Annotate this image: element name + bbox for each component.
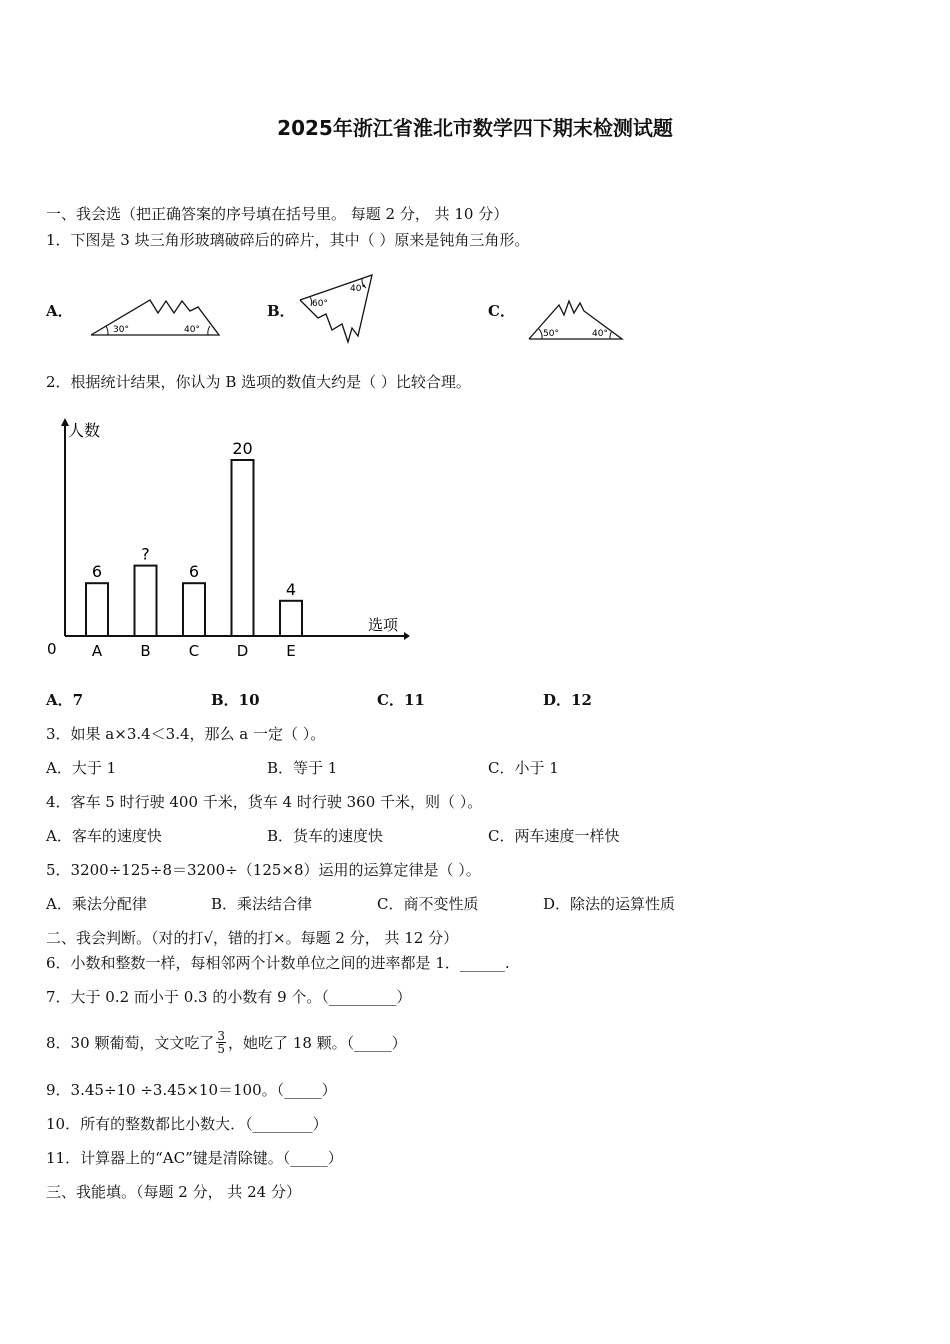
q5-option-c: C．商不变性质	[377, 895, 479, 913]
x-axis-arrow	[404, 632, 410, 640]
q4-option-a: A．客车的速度快	[46, 827, 162, 845]
question-2-text: 2．根据统计结果，你认为 B 选项的数值大约是（ ）比较合理。	[46, 373, 471, 391]
q4-option-b: B．货车的速度快	[267, 827, 384, 845]
question-6-text: 6．小数和整数一样，每相邻两个计数单位之间的进率都是 1．______.	[46, 954, 510, 972]
q1-option-a-label: A．	[46, 302, 73, 320]
bar-c	[183, 583, 205, 636]
question-8-text-after: ，她吃了 18 颗。（_____）	[228, 1033, 407, 1052]
q3-option-a: A．大于 1	[46, 759, 117, 777]
section-heading-2: 二、我会判断。（对的打√，错的打×。每题 2 分， 共 12 分）	[46, 929, 459, 947]
question-11-text: 11．计算器上的“AC”键是清除键。（_____）	[46, 1149, 343, 1167]
x-tick-label: A	[91, 642, 103, 660]
q5-option-a: A．乘法分配律	[46, 895, 147, 913]
q5-option-d: D．除法的运算性质	[543, 895, 676, 913]
q1-b-angle-top: 40°	[350, 284, 366, 294]
bar-a	[86, 583, 108, 636]
section-heading-1: 一、我会选（把正确答案的序号填在括号里。 每题 2 分， 共 10 分）	[46, 205, 509, 223]
q3-option-b: B．等于 1	[267, 759, 338, 777]
fraction	[216, 1030, 226, 1055]
bar-value-label: 6	[91, 562, 103, 582]
q1-b-angle-left: 60°	[312, 299, 328, 309]
q1-a-angle-right: 40°	[184, 325, 200, 335]
bar-e	[280, 601, 302, 636]
section-heading-3: 三、我能填。（每题 2 分， 共 24 分）	[46, 1183, 301, 1201]
q2-option-b: B．10	[211, 691, 260, 709]
q4-option-c: C．两车速度一样快	[488, 827, 620, 845]
chart-bars	[86, 439, 302, 660]
q1-c-angle-right: 40°	[592, 329, 608, 339]
q5-option-b: B．乘法结合律	[211, 895, 313, 913]
question-10-text: 10．所有的整数都比小数大．（________）	[46, 1115, 328, 1133]
q1-fragment-b	[296, 270, 381, 350]
q1-fragment-c	[526, 295, 626, 345]
x-tick-label: C	[188, 642, 200, 660]
bar-value-label: 6	[188, 562, 200, 582]
q2-option-d: D．12	[543, 691, 592, 709]
fraction-denominator: 5	[217, 1041, 226, 1056]
question-9-text: 9．3.45÷10 ÷3.45×10＝100。（_____）	[46, 1081, 337, 1099]
bar-b	[135, 566, 157, 636]
bar-chart	[40, 410, 420, 665]
question-5-text: 5．3200÷125÷8＝3200÷（125×8）运用的运算定律是（ ）。	[46, 861, 481, 879]
bar-value-label: ?	[141, 544, 150, 564]
x-tick-label: B	[140, 642, 151, 660]
question-7-text: 7．大于 0.2 而小于 0.3 的小数有 9 个。（_________）	[46, 988, 412, 1006]
q1-option-b-label: B．	[267, 302, 295, 320]
x-axis-label: 选项	[368, 616, 399, 634]
q1-option-c-label: C．	[488, 302, 515, 320]
bar-value-label: 4	[285, 579, 297, 599]
bar-value-label: 20	[232, 439, 253, 458]
question-3-text: 3．如果 a×3.4＜3.4，那么 a 一定（ ）。	[46, 725, 326, 743]
question-4-text: 4．客车 5 时行驶 400 千米，货车 4 时行驶 360 千米，则（ ）。	[46, 793, 483, 811]
question-8-text-before: 8．30 颗葡萄，文文吃了	[46, 1033, 215, 1052]
x-tick-label: D	[236, 642, 249, 660]
q3-option-c: C．小于 1	[488, 759, 559, 777]
bar-d	[232, 460, 254, 636]
y-axis-label: 人数	[68, 421, 101, 440]
fraction-numerator: 3	[217, 1028, 226, 1043]
question-1-text: 1．下图是 3 块三角形玻璃破碎后的碎片，其中（ ）原来是钝角三角形。	[46, 231, 530, 249]
page-title: 2025年浙江省淮北市数学四下期末检测试题	[277, 116, 673, 140]
q2-option-c: C．11	[377, 691, 425, 709]
q1-c-angle-left: 50°	[543, 329, 559, 339]
question-8	[46, 1022, 407, 1062]
q2-option-a: A．7	[46, 691, 84, 709]
q1-a-angle-left: 30°	[113, 325, 129, 335]
q1-fragment-a	[88, 295, 223, 340]
origin-label: 0	[47, 640, 57, 658]
x-tick-label: E	[286, 642, 296, 660]
